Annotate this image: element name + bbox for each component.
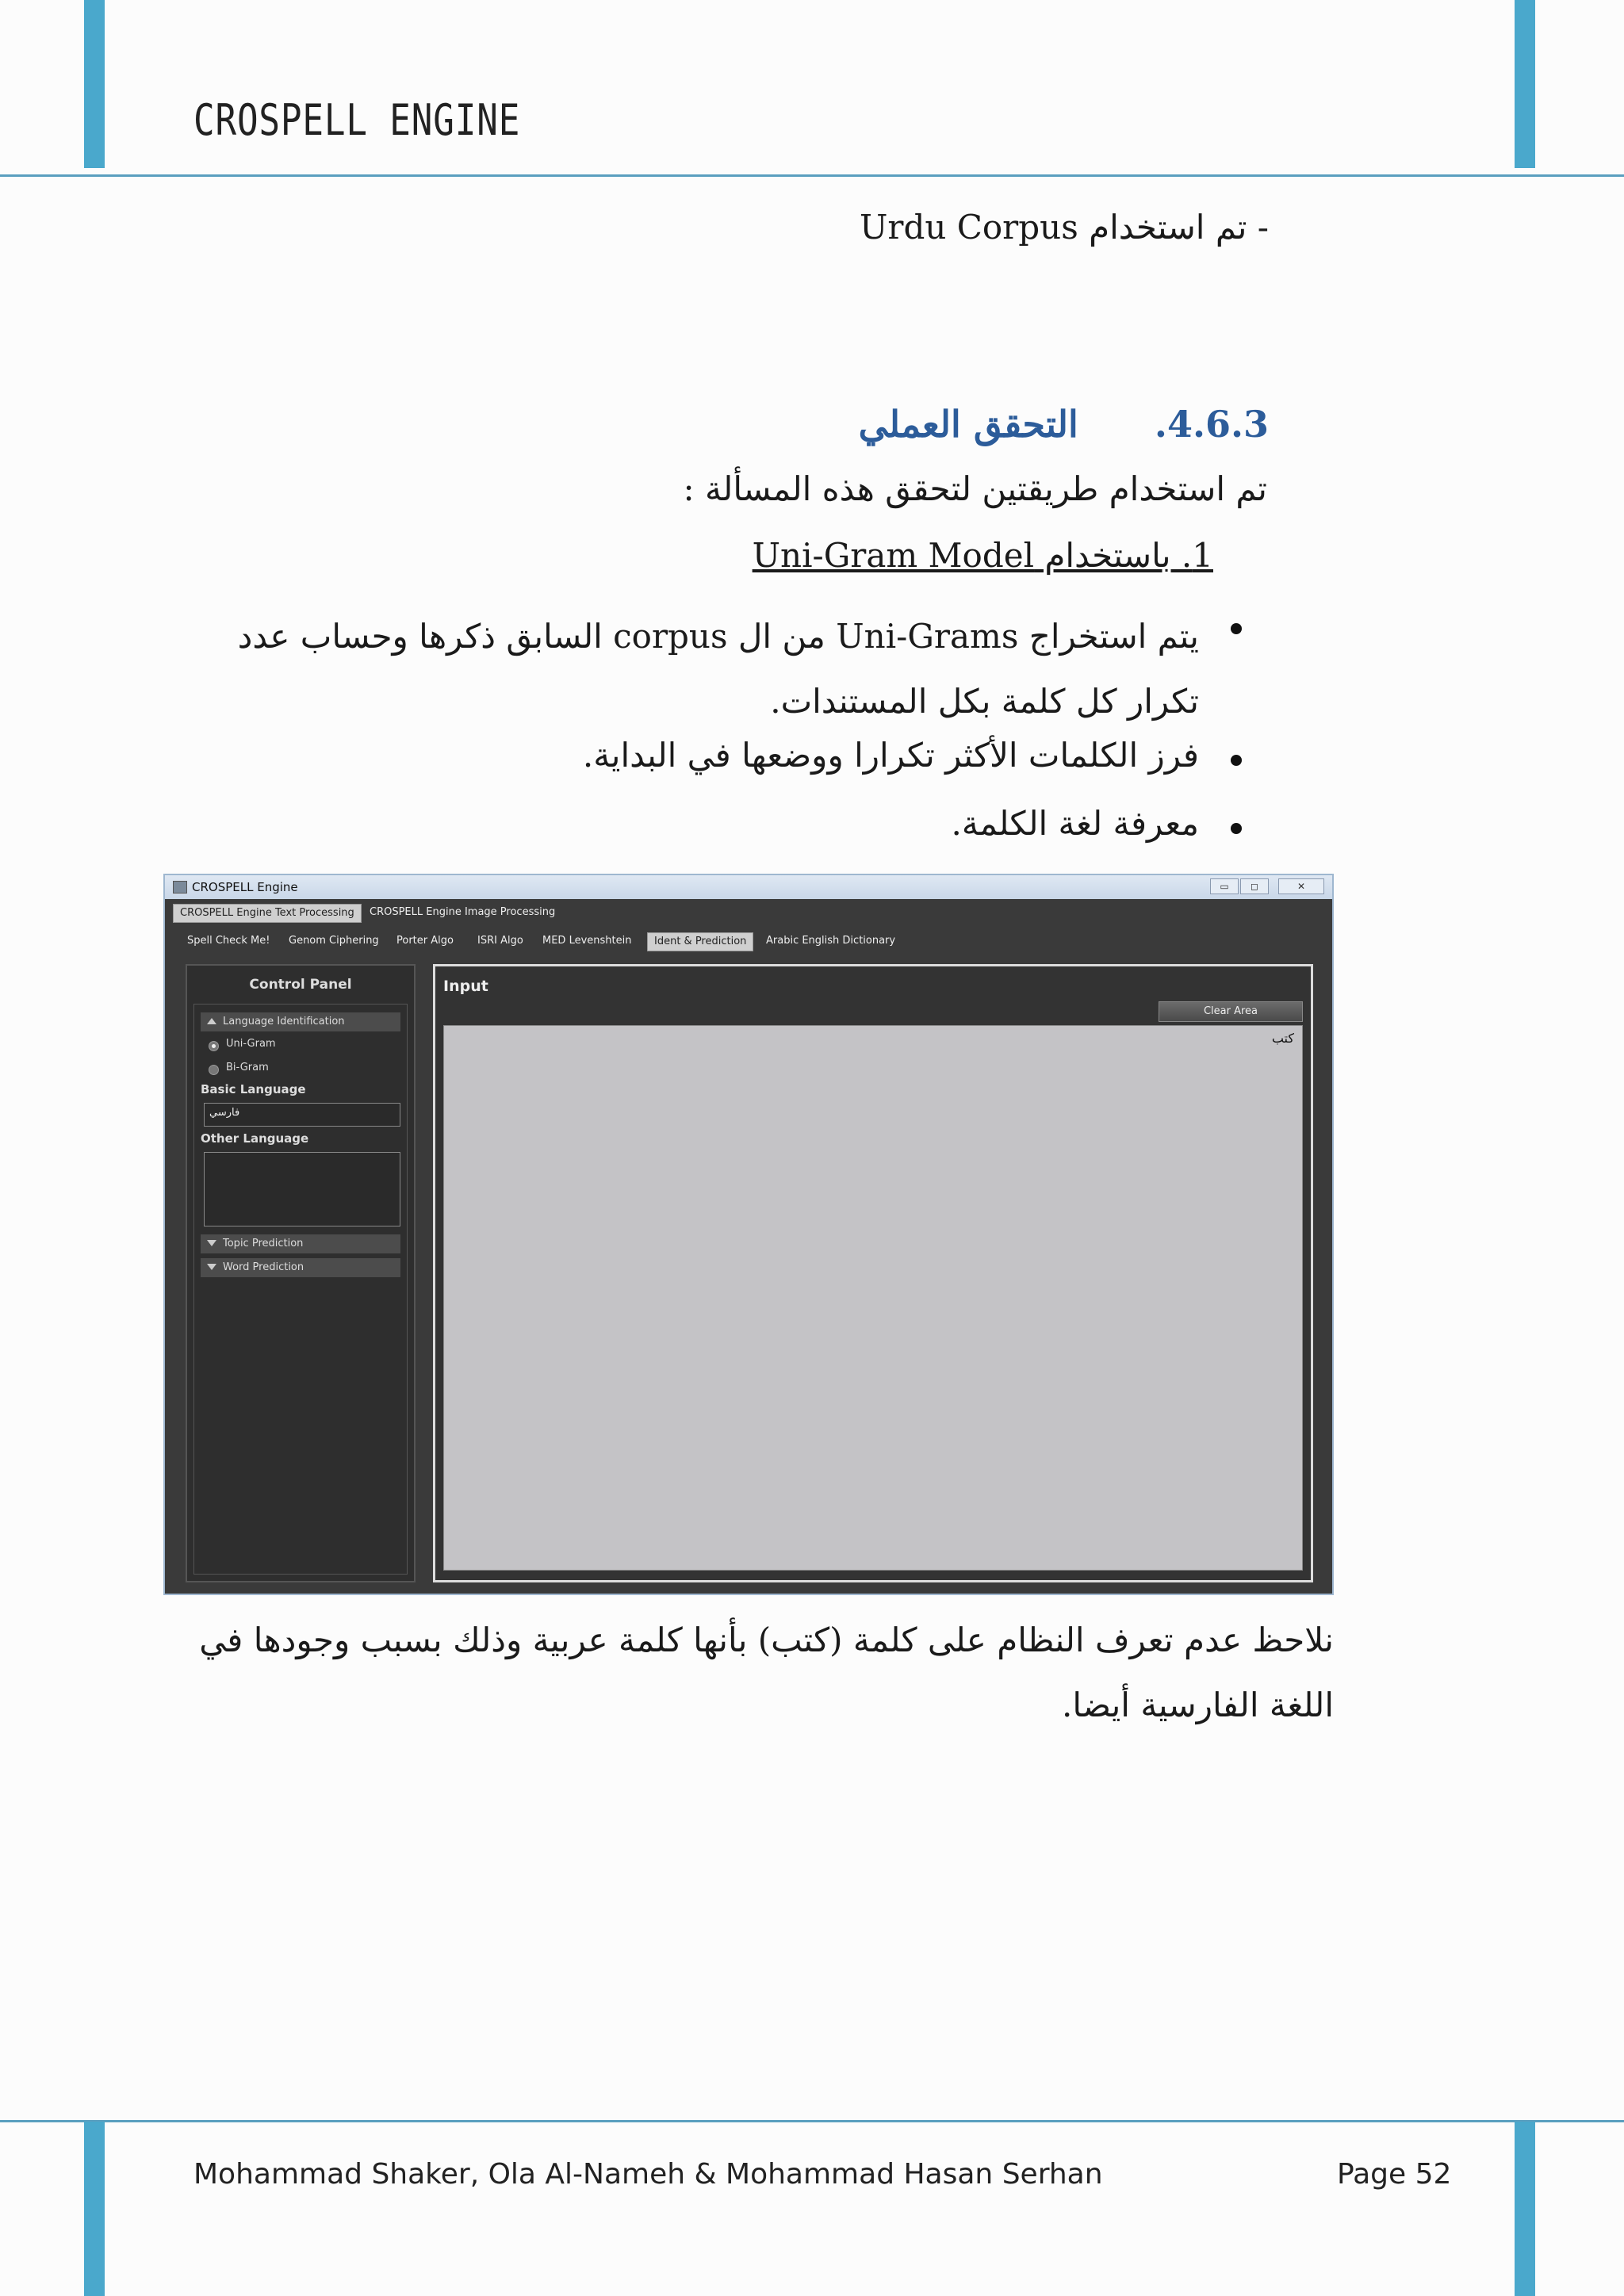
left-top-accent-bar [84,0,105,168]
input-label: Input [443,978,488,995]
tab-ident-prediction[interactable]: Ident & Prediction [647,932,753,951]
input-panel [433,964,1313,1582]
bullet-2: فرز الكلمات الأكثر تكرارا ووضعها في البداية. [582,736,1199,775]
basic-language-field[interactable]: فارسي [204,1103,400,1127]
bullet-dot-1 [1231,623,1242,634]
header-rule [0,174,1624,177]
bi-gram-radio[interactable] [209,1065,219,1075]
bullet-dot-2 [1231,755,1242,766]
tab-porter-algo[interactable]: Porter Algo [396,935,454,947]
close-icon[interactable]: ✕ [1278,878,1324,894]
observation-paragraph: نلاحظ عدم تعرف النظام على كلمة (كتب) بأنها كلمة عربية وذلك بسبب وجودها في اللغة الفارسية أيضا. [199,1621,1334,1724]
other-language-field[interactable] [204,1152,400,1226]
expand-arrow-icon [207,1264,216,1270]
collapse-arrow-icon [207,1018,216,1024]
left-bottom-accent-bar [84,2122,105,2296]
tab-med-levenshtein[interactable]: MED Levenshtein [542,935,632,947]
bullet-dot-3 [1231,823,1242,834]
tab-image-processing[interactable]: CROSPELL Engine Image Processing [370,906,556,918]
maximize-icon[interactable]: ◻ [1240,878,1269,894]
intro-line: تم استخدام طريقتين لتحقق هذه المسألة : [683,469,1267,508]
section-heading [859,403,1269,446]
tab-isri-algo[interactable]: ISRI Algo [477,935,523,947]
footer-authors: Mohammad Shaker, Ola Al-Nameh & Mohammad Hasan Serhan [193,2158,1103,2191]
control-panel-title: Control Panel [249,977,352,993]
tab-genom-ciphering[interactable]: Genom Ciphering [289,935,379,947]
input-text: كتب [1271,1031,1294,1046]
app-icon [173,881,187,894]
window-titlebar [165,875,1332,899]
topic-prediction-expander[interactable]: Topic Prediction [201,1234,400,1253]
tab-text-processing[interactable]: CROSPELL Engine Text Processing [173,904,362,923]
tab-arabic-english-dictionary[interactable]: Arabic English Dictionary [766,935,896,947]
app-screenshot [163,874,1334,1595]
input-textarea[interactable] [443,1025,1303,1571]
clear-area-button[interactable]: Clear Area [1159,1001,1303,1022]
tab-spell-check[interactable]: Spell Check Me! [187,935,270,947]
bullet-3: معرفة لغة الكلمة. [951,804,1199,843]
minimize-icon[interactable]: ▭ [1210,878,1239,894]
bi-gram-label: Bi-Gram [226,1062,269,1073]
word-prediction-expander[interactable]: Word Prediction [201,1258,400,1277]
language-identification-expander[interactable]: Language Identification [201,1012,400,1031]
basic-language-label: Basic Language [201,1082,306,1096]
other-language-label: Other Language [201,1131,309,1146]
expand-arrow-icon [207,1240,216,1246]
right-top-accent-bar [1515,0,1535,168]
urdu-corpus-line: - تم استخدام Urdu Corpus [860,208,1269,247]
uni-gram-radio[interactable] [209,1041,219,1051]
right-bottom-accent-bar [1515,2122,1535,2296]
uni-gram-label: Uni-Gram [226,1038,276,1050]
page-header-title: CROSPELL ENGINE [193,95,521,145]
window-title: CROSPELL Engine [192,880,298,894]
control-panel [186,964,416,1582]
footer-rule [0,2120,1624,2122]
bullet-1: يتم استخراج Uni-Grams من ال corpus السابق ذكرها وحساب عدد تكرار كل كلمة بكل المستندات. [237,617,1199,721]
section-number: 4.6.3. [1154,403,1269,446]
numbered-item-1: 1. باستخدام Uni-Gram Model [752,536,1213,575]
section-title: التحقق العملي [858,403,1078,446]
footer-page-number: Page 52 [1337,2158,1452,2191]
control-panel-body [193,1004,408,1575]
